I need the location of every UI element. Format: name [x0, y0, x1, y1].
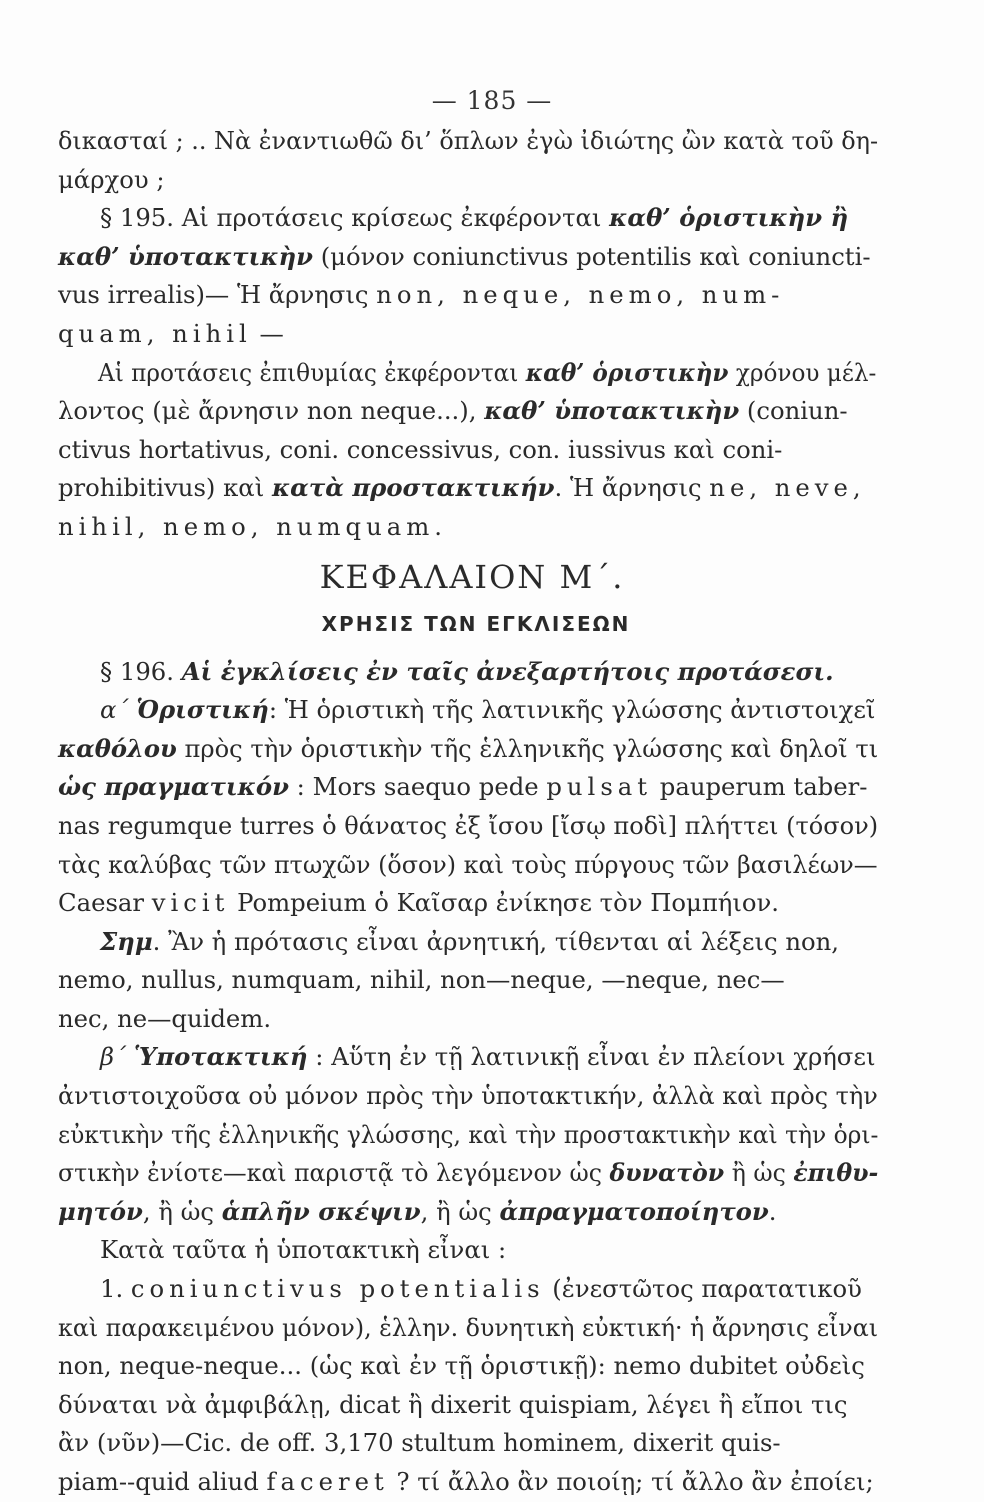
text-run: Κατὰ ταῦτα ἡ ὑποτακτικὴ εἶναι : — [100, 1235, 507, 1265]
spaced-latin: quam, nihil — [58, 318, 252, 348]
emphasis: Ὁριστική — [136, 695, 269, 725]
emphasis: καθ’ ὁριστικὴν — [525, 357, 729, 387]
text-run: . — [434, 511, 442, 541]
text-line — [58, 807, 879, 846]
text-line — [58, 1424, 878, 1463]
text-line — [58, 961, 878, 1000]
emphasis: καθ’ ὑποτακτικὴν — [484, 396, 740, 426]
text-line — [58, 923, 878, 962]
text-run: : Mors saequo pede — [288, 772, 547, 802]
text-run: nemo, nullus, numquam, nihil, non—neque, —neque, nec— — [58, 965, 785, 995]
text-run: piam--quid aliud — [58, 1467, 267, 1496]
spaced-latin: ne, neve, — [709, 473, 866, 503]
text-run: (ἐνεστῶτος παρατατικοῦ — [544, 1274, 862, 1304]
emphasis: ἀπραγματοποίητον — [499, 1196, 769, 1226]
text-line — [58, 1038, 878, 1077]
body-text — [58, 122, 878, 1502]
text-line — [58, 161, 878, 200]
text-line — [58, 1154, 879, 1193]
text-run: : Ἡ ὁριστικὴ τῆς λατινικῆς γλώσσης ἀντιστοιχεῖ — [268, 695, 876, 725]
text-run: Caesar — [58, 888, 152, 918]
text-run: (μόνον coniunctivus potentilis καὶ coniuncti- — [312, 241, 871, 271]
text-line — [58, 238, 878, 277]
text-run: ἀντιστοιχοῦσα οὐ μόνον πρὸς τὴν ὑποτακτικήν, ἀλλὰ καὶ πρὸς τὴν — [58, 1081, 878, 1111]
text-run: εὐκτικὴν τῆς ἑλληνικῆς γλώσσης, καὶ τὴν προστακτικὴν καὶ τὴν ὁρι- — [58, 1119, 879, 1149]
text-line — [58, 276, 878, 315]
text-line — [58, 354, 877, 393]
text-run: λοντος (μὲ ἄρνησιν non neque...), — [58, 396, 485, 426]
text-line — [58, 768, 878, 807]
text-line — [58, 392, 878, 431]
text-line — [58, 1193, 878, 1232]
emphasis: ἐπιθυ- — [793, 1158, 879, 1188]
text-run: , ἢ ὡς — [142, 1196, 222, 1226]
text-run: δικασταί ; .. Νὰ ἐναντιωθῶ δι’ ὅπλων ἐγὼ ἰδιώτης ὢν κατὰ τοῦ δη- — [58, 126, 879, 155]
text-run: — — [251, 318, 284, 348]
spaced-latin: faceret — [266, 1467, 389, 1496]
text-run: α΄ — [100, 695, 137, 725]
text-run: vus irrealis)— Ἡ ἄρνησις — [58, 280, 377, 310]
text-run: καὶ παρακειμένου μόνον), ἑλλην. δυνητικὴ εὐκτική· ἡ ἄρνησις εἶναι — [58, 1312, 879, 1342]
text-line — [58, 1077, 878, 1116]
spaced-latin: pulsat — [546, 772, 653, 802]
text-run: 1. — [100, 1274, 131, 1304]
text-run: . — [768, 1196, 777, 1226]
text-line — [58, 431, 878, 470]
text-run: χρόνου μέλ- — [728, 357, 877, 387]
text-run: § 196. — [100, 656, 182, 686]
text-line — [58, 1116, 879, 1155]
text-run: non, neque-neque... (ὡς καὶ ἐν τῇ ὁριστικῇ): nemo dubitet οὐδεὶς — [58, 1351, 865, 1381]
text-run: nas regumque turres ὁ θάνατος ἐξ ἴσου [ἴσῳ ποδὶ] πλήττει (τόσον) — [58, 810, 879, 840]
paragraph-196 — [58, 653, 878, 692]
text-run: ἢ ὡς — [724, 1158, 794, 1188]
text-run: ctivus hortativus, coni. concessivus, con. iussivus καὶ coni- — [58, 434, 783, 464]
emphasis: καθόλου — [58, 733, 177, 763]
text-line — [58, 469, 878, 508]
text-run: Pompeium ὁ Καῖσαρ ἐνίκησε τὸν Πομπήιον. — [229, 888, 780, 918]
section-heading: ΧΡΗΣΙΣ ΤΩΝ ΕΓΚΛΙΣΕΩΝ — [321, 611, 631, 636]
text-run: pauperum taber- — [652, 772, 868, 802]
text-line — [58, 508, 878, 547]
emphasis: καθ’ ὁριστικὴν ἢ — [609, 203, 849, 233]
text-run: § 195. Αἱ προτάσεις κρίσεως ἐκφέρονται — [100, 203, 610, 233]
text-run: ἂν (νῦν)—Cic. de off. 3,170 stultum hominem, dixerit quis- — [58, 1428, 781, 1458]
text-line — [58, 122, 879, 161]
spaced-latin: coniunctivus potentialis — [130, 1274, 545, 1304]
text-run: Αἱ προτάσεις ἐπιθυμίας ἐκφέρονται — [97, 357, 526, 387]
text-run: στικὴν ἐνίοτε—καὶ παριστᾷ τὸ λεγόμενον ὡς — [58, 1158, 610, 1188]
text-line — [58, 846, 878, 885]
emphasis: Ὑποτακτική — [133, 1042, 308, 1072]
paragraph-195 — [58, 199, 878, 238]
text-run: πρὸς τὴν ὁριστικὴν τῆς ἑλληνικῆς γλώσσης καὶ δηλοῖ τι — [176, 733, 879, 763]
emphasis: ἁπλῆν σκέψιν — [221, 1196, 421, 1226]
text-run: β΄ — [100, 1042, 134, 1072]
text-run: τὰς καλύβας τῶν πτωχῶν (ὅσον) καὶ τοὺς πύργους τῶν βασιλέων— — [58, 849, 878, 879]
text-run: μάρχου ; — [58, 164, 165, 194]
text-run: ? τί ἄλλο ἂν ποιοίῃ; τί ἄλλο ἂν ἐποίει; — [388, 1467, 874, 1496]
text-run: nec, ne—quidem. — [58, 1003, 272, 1033]
text-run: prohibitivus) καὶ — [58, 473, 272, 503]
emphasis: ὡς πραγματικόν — [58, 772, 289, 802]
emphasis: δυνατὸν — [609, 1158, 725, 1188]
emphasis: Αἱ ἐγκλίσεις ἐν ταῖς ἀνεξαρτήτοις προτάσεσι. — [181, 656, 834, 686]
text-line — [58, 1463, 878, 1502]
chapter-title: ΚΕΦΑΛΑΙΟΝ Μ΄. — [319, 557, 625, 596]
text-run: : Αὕτη ἐν τῇ λατινικῇ εἶναι ἐν πλείονι χρήσει — [307, 1042, 876, 1072]
text-run: δύναται νὰ ἀμφιβάλῃ, dicat ἢ dixerit quispiam, λέγει ἢ εἴποι τις — [58, 1389, 848, 1419]
text-line — [58, 1347, 878, 1386]
emphasis: καθ’ ὑποτακτικὴν — [58, 241, 313, 271]
text-line — [58, 1270, 878, 1309]
text-line — [58, 1000, 878, 1039]
text-run: (coniun- — [739, 396, 848, 426]
text-line — [58, 315, 878, 354]
text-run: . Ἡ ἄρνησις — [554, 473, 710, 503]
text-line — [58, 1309, 879, 1348]
emphasis: Σημ — [100, 926, 153, 956]
emphasis: μητόν — [58, 1196, 143, 1226]
text-run: , ἢ ὡς — [420, 1196, 500, 1226]
page-number: — 185 — — [431, 86, 553, 115]
text-line — [58, 1386, 878, 1425]
text-line — [58, 691, 878, 730]
spaced-latin: nihil, nemo, numquam — [58, 511, 435, 541]
emphasis: κατὰ προστακτικήν — [271, 473, 555, 503]
text-line — [58, 884, 878, 923]
text-line — [58, 730, 879, 769]
spaced-latin: non, neque, nemo, num- — [376, 280, 785, 310]
spaced-latin: vicit — [151, 888, 230, 918]
text-run: . Ἂν ἡ πρότασις εἶναι ἀρνητική, τίθενται αἱ λέξεις non, — [152, 926, 840, 956]
text-line — [58, 1231, 878, 1270]
